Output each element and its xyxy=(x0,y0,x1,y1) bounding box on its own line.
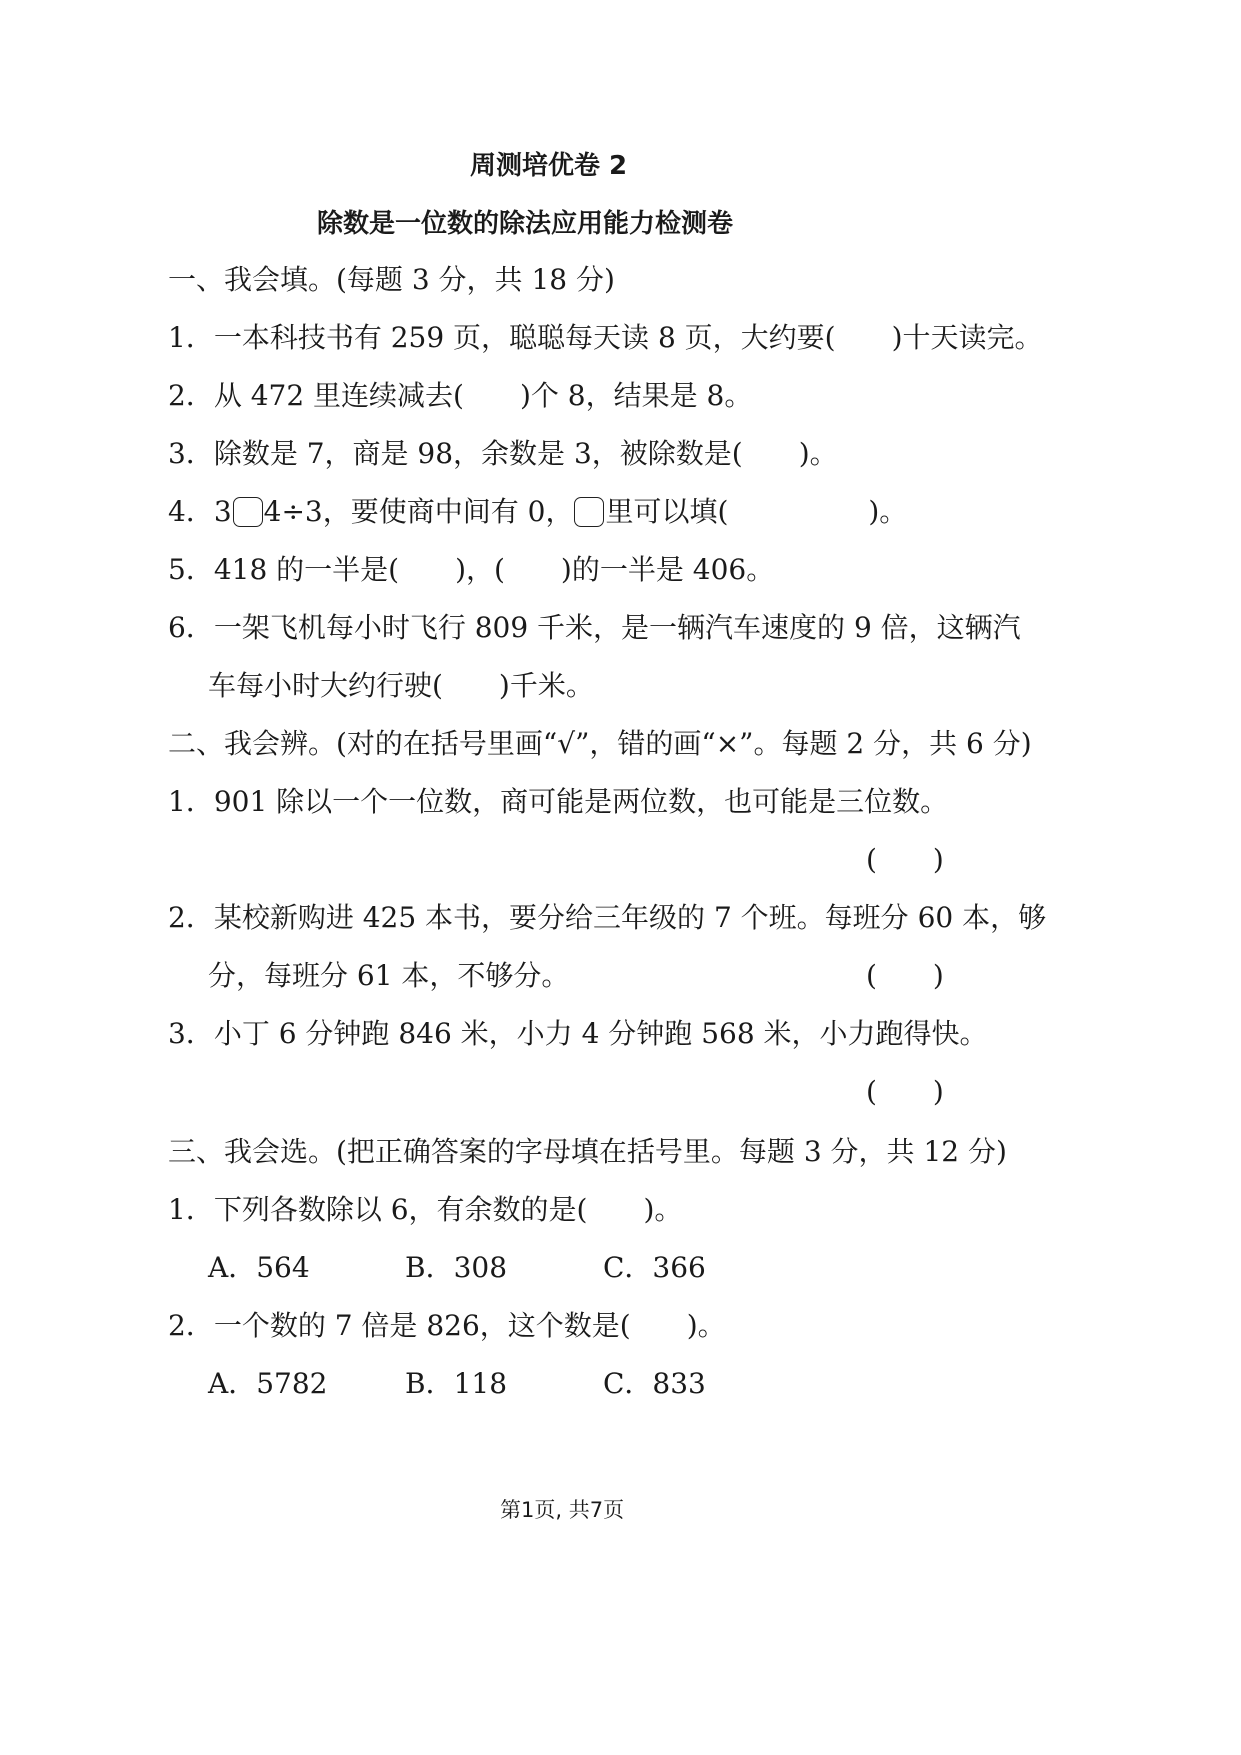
page-title: 周测培优卷 2 xyxy=(470,151,628,181)
section2-question-2-line2: 分，每班分 61 本，不够分。 xyxy=(208,959,570,992)
q1-option-a[interactable]: A．564 xyxy=(208,1251,310,1284)
q4-mid: 4÷3，要使商中间有 0， xyxy=(263,495,574,528)
section3-question-1: 1．下列各数除以 6，有余数的是( )。 xyxy=(168,1193,683,1226)
page-footer: 第1页, 共7页 xyxy=(500,1498,625,1522)
blank-box-icon xyxy=(233,497,263,527)
answer-paren-2[interactable]: ( ) xyxy=(866,959,944,992)
answer-paren-3[interactable]: ( ) xyxy=(866,1075,944,1108)
section1-question-3: 3．除数是 7，商是 98，余数是 3，被除数是( )。 xyxy=(168,437,838,470)
section2-question-3: 3．小丁 6 分钟跑 846 米，小力 4 分钟跑 568 米，小力跑得快。 xyxy=(168,1017,988,1050)
q4-prefix: 4．3 xyxy=(168,495,232,528)
q1-option-b[interactable]: B．308 xyxy=(405,1251,508,1284)
section2-question-2-line1: 2．某校新购进 425 本书，要分给三年级的 7 个班。每班分 60 本，够 xyxy=(168,901,1047,934)
q4-suffix: 里可以填( )。 xyxy=(605,495,908,528)
q2-option-b[interactable]: B．118 xyxy=(405,1367,508,1400)
section1-heading: 一、我会填。(每题 3 分，共 18 分) xyxy=(168,263,615,296)
section3-heading: 三、我会选。(把正确答案的字母填在括号里。每题 3 分，共 12 分) xyxy=(168,1135,1007,1168)
q2-option-c[interactable]: C．833 xyxy=(603,1367,706,1400)
section1-question-6-line2: 车每小时大约行驶( )千米。 xyxy=(208,669,594,702)
section3-question-2: 2．一个数的 7 倍是 826，这个数是( )。 xyxy=(168,1309,726,1342)
section1-question-2: 2．从 472 里连续减去( )个 8，结果是 8。 xyxy=(168,379,753,412)
section2-question-1: 1．901 除以一个一位数，商可能是两位数，也可能是三位数。 xyxy=(168,785,949,818)
q2-option-a[interactable]: A．5782 xyxy=(208,1367,328,1400)
answer-paren-1[interactable]: ( ) xyxy=(866,843,944,876)
page-subtitle: 除数是一位数的除法应用能力检测卷 xyxy=(317,209,734,239)
section1-question-1: 1．一本科技书有 259 页，聪聪每天读 8 页，大约要( )十天读完。 xyxy=(168,321,1043,354)
section1-question-5: 5．418 的一半是( )，( )的一半是 406。 xyxy=(168,553,775,586)
blank-box-icon xyxy=(574,497,604,527)
section1-question-6-line1: 6．一架飞机每小时飞行 809 千米，是一辆汽车速度的 9 倍，这辆汽 xyxy=(168,611,1021,644)
q1-option-c[interactable]: C．366 xyxy=(603,1251,706,1284)
section2-heading: 二、我会辨。(对的在括号里画“√”，错的画“×”。每题 2 分，共 6 分) xyxy=(168,727,1032,760)
section1-question-4 xyxy=(168,494,907,530)
